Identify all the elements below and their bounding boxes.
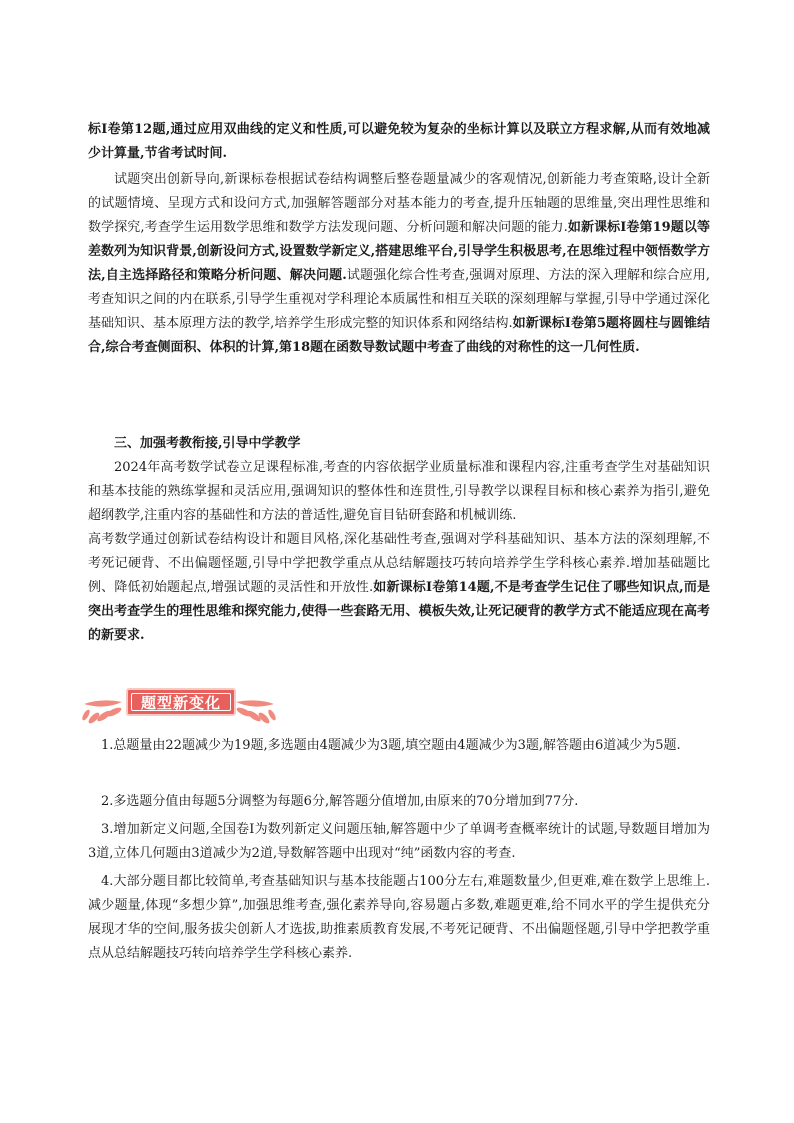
paragraph-2-bold-b: 如新课标Ⅰ卷第19题以等差数列为知识背景,创新设问方式,设置数学新定义,搭建思维平台,引导学生积极思考,在思维过程中领悟数学方法,自主选择路径和策略分析问题、解决问题. bbox=[88, 220, 710, 283]
paragraph-1 bbox=[88, 118, 710, 166]
list-item-3: 3.增加新定义问题,全国卷Ⅰ为数列新定义问题压轴,解答题中少了单调考查概率统计的试题,导数题目增加为3道,立体几何题由3道减少为2道,导数解答题中出现对“纯”函数内容的考查. bbox=[88, 822, 710, 861]
paragraph-1-bold: 标Ⅰ卷第12题,通过应用双曲线的定义和性质,可以避免较为复杂的坐标计算以及联立方程求解,从而有效地减少计算量,节省考试时间. bbox=[88, 122, 710, 161]
paragraph-3: 2024年高考数学试卷立足课程标准,考查的内容依据学业质量标准和课程内容,注重考查学生对基础知识和基本技能的熟练掌握和灵活应用,强调知识的整体性和连贯性,引导教学以课程目标和核心素养为指引,避免超纲教学,注重内容的基础性和方法的普适性,避免盲目钻研套路和机械训练. bbox=[88, 460, 710, 523]
paragraph-2 bbox=[88, 168, 710, 360]
banner-label-box bbox=[126, 688, 236, 716]
paragraph-2-text-c: 试题强化综合性考查,强调对原理、方法的深入理解和综合应用,考查知识之间的内在联系,引导学生重视对学科理论本质属性和相互关联的深刻理解与掌握,引导中学通过深化基础知识、基本原理方法的教学,培养学生形成完整的知识体系和网络结构. bbox=[88, 268, 710, 331]
section-banner bbox=[74, 680, 284, 726]
banner-label: 题型新变化 bbox=[140, 693, 221, 712]
section-heading-3: 三、加强考教衔接,引导中学教学 bbox=[114, 436, 301, 451]
paragraph-4-text-a: 高考数学通过创新试卷结构设计和题目风格,深化基础性考查,强调对学科基础知识、基本方法的深刻理解,不考死记硬背、不出偏题怪题,引导中学把教学重点从总结解题技巧转向培养学生学科核心素养.增加基础题比例、降低初始题起点,增强试题的灵活性和开放性. bbox=[88, 532, 710, 595]
paragraph-2-text-a: 试题突出创新导向,新课标卷根据试卷结构调整后整卷题量减少的客观情况,创新能力考查策略,设计全新的试题情境、呈现方式和设问方式,加强解答题部分对基本能力的考查,提升压轴题的思维量,突出理性思维和数学探究,考查学生运用数学思维和数学方法发现问题、分析问题和解决问题的能力. bbox=[88, 172, 710, 235]
paragraph-4-bold-b: 如新课标Ⅰ卷第14题,不是考查学生记住了哪些知识点,而是突出考查学生的理性思维和探究能力,使得一些套路无用、模板失效,让死记硬背的教学方式不能适应现在高考的新要求. bbox=[88, 580, 711, 643]
list-item-2: 2.多选题分值由每题5分调整为每题6分,解答题分值增加,由原来的70分增加到77分. bbox=[101, 794, 579, 809]
list-item-1: 1.总题量由22题减少为19题,多选题由4题减少为3题,填空题由4题减少为3题,解答题由6道减少为5题. bbox=[101, 738, 681, 753]
paragraph-4 bbox=[88, 528, 710, 648]
list-item-4: 4.大部分题目都比较简单,考查基础知识与基本技能题占100分左右,难题数量少,但更难,难在数学上思维上.减少题量,体现“多想少算”,加强思维考查,强化素养导向,容易题占多数,难题更难,给不同水平的学生提供充分展现才华的空间,服务拔尖创新人才选拔,助推素质教育发展,不考死记硬背、不出偏题怪题,引导中学把教学重点从总结解题技巧转向培养学生学科核心素养. bbox=[88, 874, 710, 961]
paragraph-2-bold-d: 如新课标Ⅰ卷第5题将圆柱与圆锥结合,综合考查侧面积、体积的计算,第18题在函数导数试题中考查了曲线的对称性的这一几何性质. bbox=[88, 316, 710, 355]
